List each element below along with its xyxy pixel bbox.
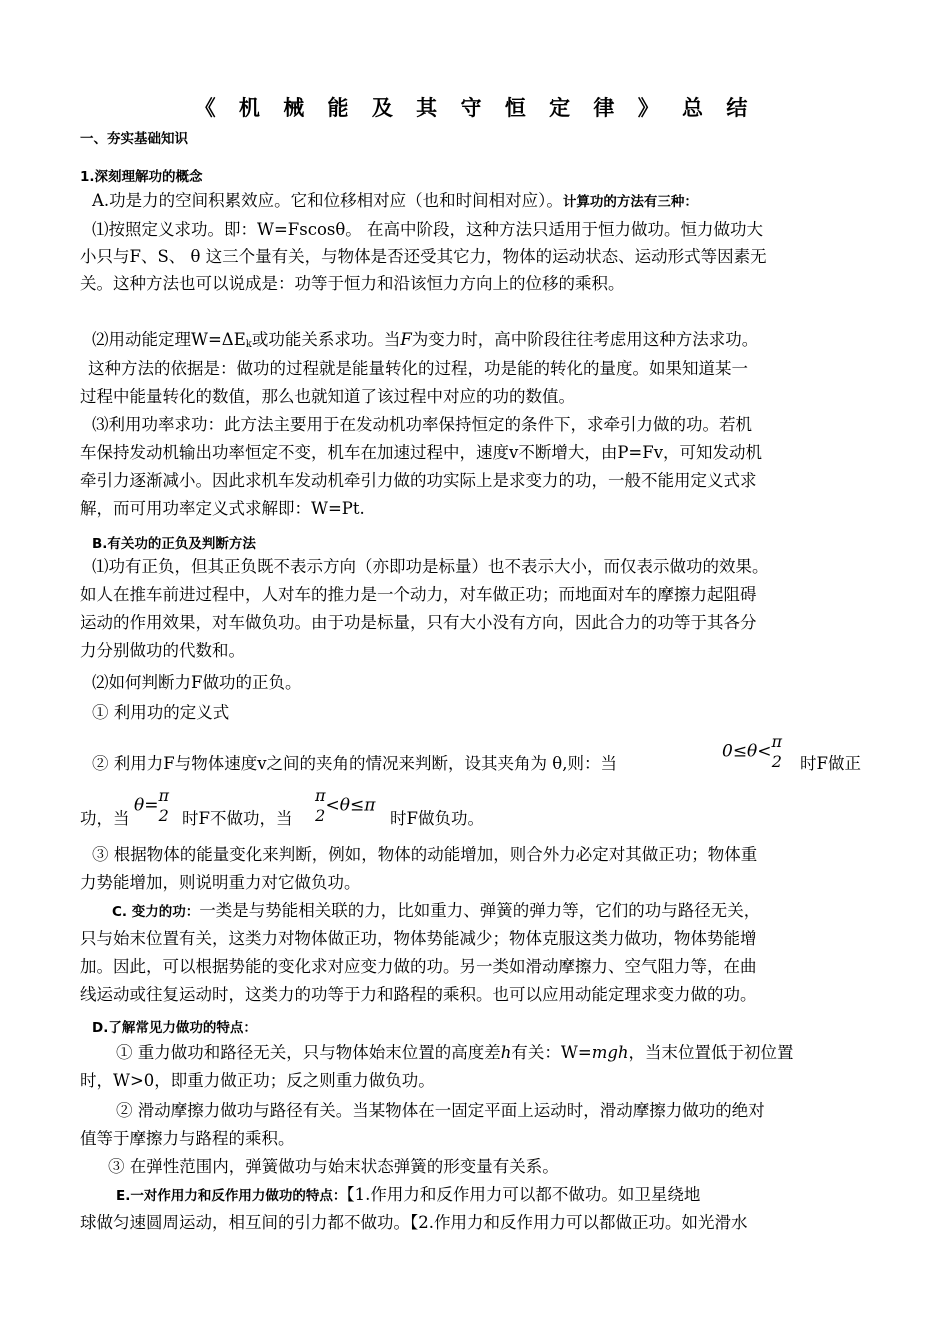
subsection-c-heading: C. 变力的功： [112,904,200,920]
d3-line1: ③ 在弹性范围内，弹簧做功与始末状态弹簧的形变量有关系。 [108,1157,559,1176]
text-span: 【1.作用力和反作用力可以都不做功。如卫星绕地 [346,1185,701,1204]
text-span: 为变力时，高中阶段往往考虑用这种方法求功。 [411,330,759,349]
text-span: ① 重力做功和路径无关，只与物体始末位置的高度差 [116,1043,501,1062]
denominator: 2 [315,806,326,825]
numerator: π [771,732,783,751]
b2-criterion3-line2: 力势能增加，则说明重力对它做负功。 [80,873,361,892]
b2-criterion2b-a: 功，当 [80,809,130,828]
method1-line3: 关。这种方法也可以说成是：功等于恒力和沿该恒力方向上的位移的乘积。 [80,274,625,293]
d2-line2: 值等于摩擦力与路程的乘积。 [80,1129,295,1148]
section-heading: 一、夯实基础知识 [80,131,188,147]
b2-criterion2: ② 利用力F与物体速度v之间的夹角的情况来判断，设其夹角为 θ,则：当 [92,754,617,773]
method3-line4: 解，而可用功率定义式求解即：W=Pt. [80,499,365,518]
variable-f: F [400,330,412,349]
method3-line3: 牵引力逐渐减小。因此求机车发动机牵引力做的功实际上是求变力的功，一般不能用定义式求 [80,471,757,490]
page-title: 《 机 械 能 及 其 守 恒 定 律 》 总 结 [194,96,756,120]
b2-criterion2b-c: 时F做负功。 [390,809,484,828]
bold-span: 计算功的方法有三种： [562,194,698,210]
denominator: 2 [158,806,169,825]
fraction [772,732,783,772]
subsection-e-heading: E.一对作用力和反作用力做功的特点： [116,1188,347,1204]
text-span: 功是力的空间积累效应。它和位移相对应（也和时间相对应）。 [109,191,563,210]
paragraph-c-line2: 只与始末位置有关，这类力对物体做正功，物体势能减少；物体克服这类力做功，物体势能增 [80,929,757,948]
paragraph-c-line4: 线运动或往复运动时，这类力的功等于力和路程的乘积。也可以应用动能定理求变力做的功。 [80,985,757,1004]
formula-text: 0≤θ< [722,741,772,762]
subsection-heading: 1.深刻理解功的概念 [80,169,203,185]
paragraph-e-line2: 球做匀速圆周运动，相互间的引力都不做功。【2.作用力和反作用力可以都做正功。如光滑水 [80,1213,748,1232]
method1-line2: 小只与F、S、 θ 这三个量有关，与物体是否还受其它力，物体的运动状态、运动形式等因素无 [80,247,767,266]
paragraph-e-line1 [116,1182,700,1209]
b1-line2: 如人在推车前进过程中，人对车的推力是一个动力，对车做正功；而地面对车的摩擦力起阻碍 [80,585,757,604]
numerator: π [158,786,169,805]
method2-line1 [92,327,758,358]
denominator: 2 [771,752,782,771]
method2-line2: 这种方法的依据是：做功的过程就是能量转化的过程，功是能的转化的量度。如果知道某一 [88,359,748,378]
paragraph-a [92,188,698,215]
subsection-d-heading: D.了解常见力做功的特点： [92,1020,257,1036]
d1-line1 [116,1040,794,1066]
formula-text: θ= [134,795,159,816]
condition-formula-3 [315,786,375,826]
fraction [158,786,169,826]
paragraph-c-line1 [112,898,760,925]
b1-line1: ⑴功有正负，但其正负既不表示方向（亦即功是标量）也不表示大小，而仅表示做功的效果。 [92,557,769,576]
subscript: k [245,339,252,350]
fraction [315,786,326,826]
b2-criterion3-line1: ③ 根据物体的能量变化来判断，例如，物体的动能增加，则合外力必定对其做正功；物体重 [92,845,758,864]
b2-criterion1: ① 利用功的定义式 [92,703,230,722]
text-span: 有关：W= [511,1043,592,1062]
method1-line1: ⑴按照定义求功。即：W=Fscosθ。 在高中阶段，这种方法只适用于恒力做功。恒力做功大 [92,220,764,239]
variable-mgh: mgh [591,1043,629,1062]
subsection-b-heading: B.有关功的正负及判断方法 [92,536,256,552]
method2-line3: 过程中能量转化的数值，那么也就知道了该过程中对应的功的数值。 [80,387,575,406]
method3-line2: 车保持发动机输出功率恒定不变，机车在加速过程中，速度v不断增大，由P=Fv，可知发动机 [80,443,763,462]
variable-h: h [500,1043,512,1062]
b1-line4: 力分别做功的代数和。 [80,641,245,660]
text-span: 一类是与势能相关联的力，比如重力、弹簧的弹力等，它们的功与路径无关， [199,901,761,920]
paragraph-c-line3: 加。因此，可以根据势能的变化求对应变力做的功。另一类如滑动摩擦力、空气阻力等，在曲 [80,957,757,976]
condition-formula-1 [722,732,782,772]
text-span: ⑵用动能定理W=ΔE [92,330,246,349]
b2-criterion2b-b: 时F不做功，当 [182,809,293,828]
text-span: ，当末位置低于初位置 [628,1043,794,1062]
b1-line3: 运动的作用效果，对车做负功。由于功是标量，只有大小没有方向，因此合力的功等于其各分 [80,613,757,632]
condition-formula-2 [134,786,169,826]
d2-line1: ② 滑动摩擦力做功与路径有关。当某物体在一固定平面上运动时，滑动摩擦力做功的绝对 [116,1101,765,1120]
text-span: 或功能关系求功。当 [251,330,401,349]
numerator: π [315,786,326,805]
b2-criterion2-end: 时F做正 [800,754,861,773]
d1-line2: 时，W>0，即重力做正功；反之则重力做负功。 [80,1071,435,1090]
formula-text: <θ≤π [325,795,376,816]
item-label: A. [92,191,110,210]
method3-line1: ⑶利用功率求功：此方法主要用于在发动机功率保持恒定的条件下，求牵引力做的功。若机 [92,415,752,434]
b2-line1: ⑵如何判断力F做功的正负。 [92,673,302,692]
